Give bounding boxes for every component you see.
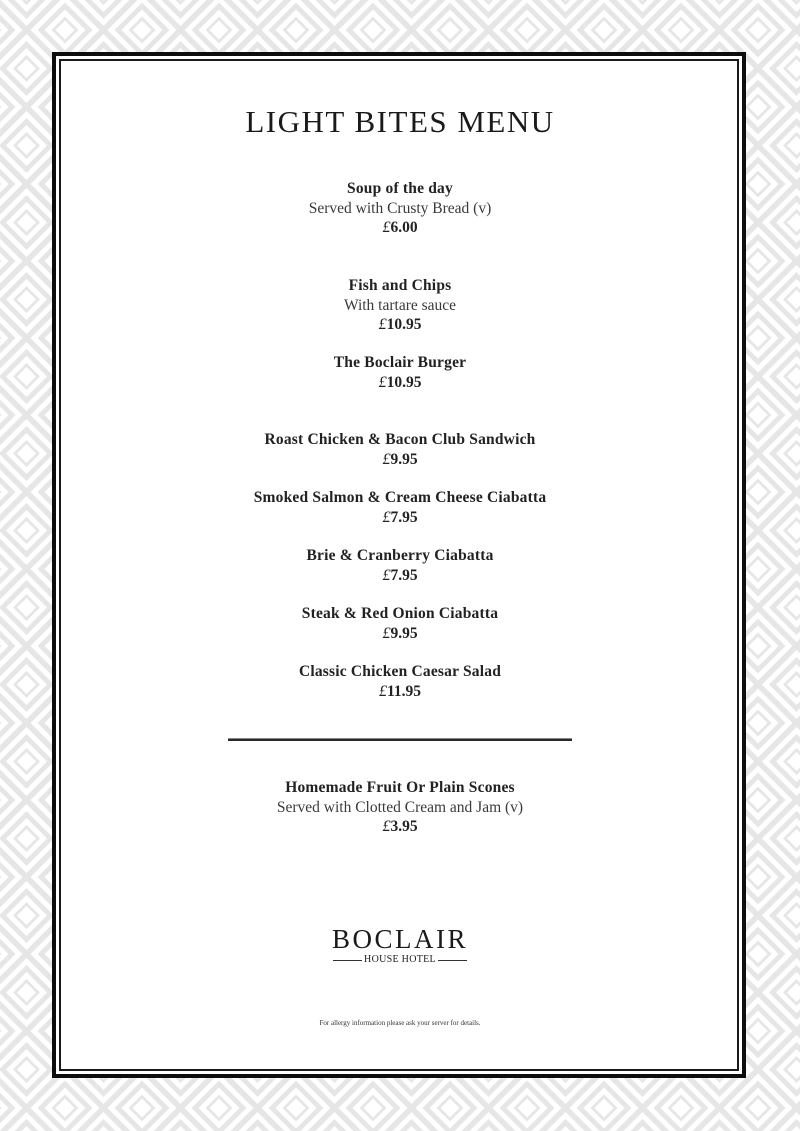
logo-subtitle-row — [0, 954, 800, 966]
item-name: Fish and Chips — [348, 277, 452, 294]
pound-sign: £ — [382, 450, 391, 468]
menu-item-soup — [0, 179, 800, 238]
item-price: £7.95 — [382, 508, 418, 526]
item-name: Steak & Red Onion Ciabatta — [301, 605, 499, 622]
pound-sign: £ — [378, 316, 387, 333]
pound-sign: £ — [382, 219, 391, 236]
menu-item-caesar-salad — [0, 662, 800, 701]
item-price: £11.95 — [378, 682, 422, 700]
item-price: £10.95 — [378, 316, 422, 333]
item-name: Soup of the day — [347, 180, 453, 197]
allergy-note: For allergy information please ask your server for details. — [319, 1019, 481, 1027]
logo-subtitle: HOUSE HOTEL — [364, 954, 436, 965]
pound-sign: £ — [382, 566, 391, 584]
hotel-logo — [0, 924, 800, 966]
item-description: Served with Crusty Bread (v) — [308, 199, 492, 217]
pound-sign: £ — [378, 373, 387, 391]
item-price: £9.95 — [382, 450, 418, 468]
item-price: £9.95 — [382, 624, 418, 642]
item-price: £6.00 — [382, 219, 418, 236]
item-name: Roast Chicken & Bacon Club Sandwich — [264, 431, 536, 448]
pound-sign: £ — [382, 818, 391, 835]
item-price: £3.95 — [382, 818, 418, 835]
pound-sign: £ — [382, 508, 391, 526]
menu-item-club-sandwich — [0, 430, 800, 469]
item-price: £10.95 — [378, 373, 422, 391]
item-name: The Boclair Burger — [333, 354, 467, 371]
menu-item-fish-and-chips — [0, 276, 800, 335]
menu-item-scones — [0, 778, 800, 837]
item-name: Homemade Fruit Or Plain Scones — [285, 779, 515, 796]
logo-rule-right — [438, 960, 467, 961]
section-divider — [228, 738, 572, 741]
logo-brand: BOCLAIR — [331, 924, 468, 954]
menu-title: LIGHT BITES MENU — [245, 104, 555, 139]
menu-item-boclair-burger — [0, 353, 800, 392]
item-price: £7.95 — [382, 566, 418, 584]
item-name: Brie & Cranberry Ciabatta — [306, 547, 494, 564]
pound-sign: £ — [378, 682, 387, 700]
item-name: Classic Chicken Caesar Salad — [298, 663, 502, 680]
item-name: Smoked Salmon & Cream Cheese Ciabatta — [253, 489, 547, 506]
item-description: With tartare sauce — [343, 296, 457, 314]
menu-item-brie-cranberry-ciabatta — [0, 546, 800, 585]
item-description: Served with Clotted Cream and Jam (v) — [276, 798, 524, 816]
logo-rule-left — [333, 960, 362, 961]
menu-item-smoked-salmon-ciabatta — [0, 488, 800, 527]
pound-sign: £ — [382, 624, 391, 642]
menu-item-steak-red-onion-ciabatta — [0, 604, 800, 643]
